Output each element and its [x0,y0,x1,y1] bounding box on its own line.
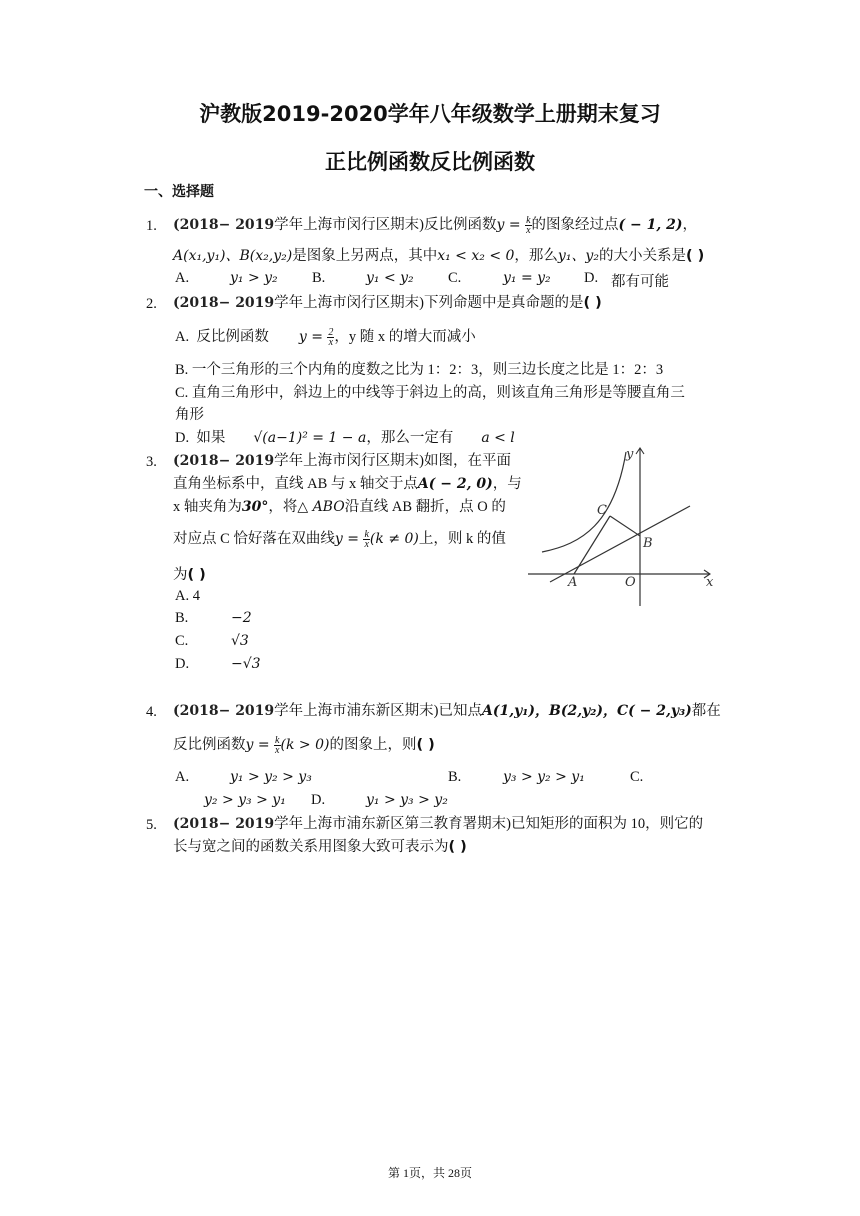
q1-option-a: y₁ > y₂ [230,270,278,286]
q3-option-a-label: A. [175,588,190,604]
q5-number: 5. [146,817,157,833]
q1-comma: ， [682,217,697,233]
q4-stem-a: )已知点 [433,703,483,719]
q4-option-a: y₁ > y₂ > y₃ [230,769,312,785]
q4-option-a-label: A. [175,769,190,785]
q5-stem-b: 长与宽之间的函数关系用图象大致可表示为 [173,839,449,855]
q3-option-b-label: B. [175,610,189,626]
q4-option-d: y₁ > y₃ > y₂ [366,792,448,808]
document-title-line1: 沪教版2019-2020学年八年级数学上册期末复习 [199,102,661,126]
q4-line2 [173,735,435,755]
hyperbola-curve [542,452,626,552]
figure-label-b: B [643,536,653,551]
q3-stem-f: 沿直线 AB 翻折，点 O 的 [344,499,506,515]
q3-angle: 30° [241,499,269,515]
q4-option-c-label: C. [630,769,644,785]
q5-source: 学年上海市浦东新区第三教育署期末 [274,816,507,832]
q1-line1 [173,215,697,235]
segment-cb [610,516,640,536]
q1-option-d-label: D. [584,270,599,286]
q4-option-b-label: B. [448,769,462,785]
q2-option-a-label: A. [175,329,190,345]
q1-y-values: y₁、y₂ [557,248,599,264]
q3-point-a: A( − 2, 0) [417,476,493,492]
q1-source: 学年上海市闵行区期末 [274,217,420,233]
figure-label-x: x [706,575,714,590]
q3-triangle: △ ABO [297,499,345,515]
q1-option-a-label: A. [175,270,190,286]
q4-answer-blank: ( ) [416,737,435,753]
line-ab [550,506,690,582]
q3-source: 学年上海市闵行区期末 [274,453,420,469]
q5-answer-blank: ( ) [448,839,467,855]
q3-option-a [175,588,200,605]
q1-option-c-label: C. [448,270,462,286]
q1-option-b-label: B. [312,270,326,286]
q3-line5 [173,565,206,585]
q1-frac-den: x [526,225,531,237]
document-title-line2: 正比例函数反比例函数 [325,150,535,174]
q3-line4 [173,529,506,549]
q4-option-d-label: D. [311,792,326,808]
q3-option-c: √3 [231,633,249,649]
q3-stem-d: x 轴夹角为 [173,499,242,515]
q1-stem-b: 的图象经过点 [531,217,619,233]
q2-option-d-math: √(a−1)² = 1 − a [253,430,367,446]
q1-condition: x₁ < x₂ < 0 [437,248,515,264]
q2-option-a [175,327,476,347]
figure-label-c: C [597,503,607,518]
q2-option-c: C. 直角三角形中，斜边上的中线等于斜边上的高，则该直角三角形是等腰直角三 [175,385,685,401]
q5-line1 [173,814,703,834]
figure-label-o: O [625,575,636,590]
q3-number: 3. [146,454,157,470]
q4-source-year: (2018− 2019 [173,703,275,719]
q1-stem-c: 是图象上另两点，其中 [292,248,438,264]
q3-line1 [173,451,511,471]
q2-option-d-text2: ，那么一定有 [366,430,454,446]
q4-frac-den: x [275,745,280,757]
q2-option-a-text: 反比例函数 [196,329,269,345]
q3-source-year: (2018− 2019 [173,453,275,469]
q2-answer-blank: ( ) [583,295,602,311]
q4-math-y: y = [245,737,275,753]
q3-math-y: y = [334,531,364,547]
q1-option-b: y₁ < y₂ [366,270,414,286]
q4-source: 学年上海市浦东新区期末 [274,703,434,719]
q3-stem-a: )如图，在平面 [419,453,511,469]
q2-frac-num: 2 [328,327,334,339]
q1-math-y: y = [496,217,526,233]
q2-option-d [175,428,515,448]
q1-points-ab: A(x₁,y₁)、B(x₂,y₂) [173,248,293,264]
q4-line1 [173,701,721,721]
q3-stem-h: 上，则 k 的值 [418,531,506,547]
q1-number: 1. [146,218,157,234]
section-heading: 一、选择题 [144,184,214,200]
q1-answer-blank: ( ) [685,248,705,264]
figure-label-a: A [568,575,578,590]
segment-ac [574,516,610,574]
q1-option-c: y₁ = y₂ [503,270,551,286]
q3-answer-blank: ( ) [187,567,206,583]
q3-coordinate-figure [522,444,718,610]
page-footer: 第 1页，共 28页 [387,1166,472,1180]
q2-source: 学年上海市闵行区期末 [274,295,420,311]
q2-stem: )下列命题中是真命题的是 [419,295,584,311]
q4-condition: (k > 0) [280,737,330,753]
q2-frac-den: x [328,337,334,349]
q3-stem-e: ，将 [268,499,298,515]
q4-number: 4. [146,704,157,720]
q2-option-c-cont: 角形 [175,407,204,423]
q2-option-b: B. 一个三角形的三个内角的度数之比为 1：2：3，则三边长度之比是 1：2：3 [175,362,664,378]
q3-option-c-label: C. [175,633,189,649]
q2-option-d-label: D. [175,430,190,446]
q2-option-a-math: y = [298,329,328,345]
q3-option-d: −√3 [231,656,261,672]
q4-stem-c: 反比例函数 [173,737,246,753]
q4-stem-d: 的图象上，则 [329,737,417,753]
q5-line2 [173,837,467,857]
q3-stem-g: 对应点 C 恰好落在双曲线 [173,531,335,547]
q4-stem-b: 都在 [691,703,721,719]
q1-point: ( − 1, 2) [618,217,683,233]
q3-option-b: −2 [231,610,252,626]
q4-frac-num: k [275,735,280,747]
q3-stem-i: 为 [173,567,188,583]
q2-option-d-math2: a < l [481,430,515,446]
q2-number: 2. [146,296,157,312]
q1-line2 [173,246,704,266]
q5-source-year: (2018− 2019 [173,816,275,832]
q3-frac-den: x [364,539,369,551]
q4-points: A(1,y₁)，B(2,y₂)，C( − 2,y₃) [482,703,692,719]
q3-line2 [173,474,522,494]
q3-frac-num: k [364,529,369,541]
q3-option-a-value: 4 [192,588,200,604]
q1-frac-num: k [526,215,531,227]
figure-label-y: y [626,447,634,462]
q3-stem-b: 直角坐标系中，直线 AB 与 x 轴交于点 [173,476,418,492]
q3-stem-c: ，与 [492,476,522,492]
q3-option-d-label: D. [175,656,190,672]
q2-option-a-tail: ，y 随 x 的增大而减小 [334,329,476,345]
q1-stem-a: )反比例函数 [419,217,497,233]
q2-source-year: (2018− 2019 [173,295,275,311]
q4-option-b: y₃ > y₂ > y₁ [503,769,585,785]
q3-condition: (k ≠ 0) [369,531,419,547]
q4-option-c: y₂ > y₃ > y₁ [204,792,286,808]
q2-option-d-text: 如果 [196,430,226,446]
q2-line1 [173,293,602,313]
q5-stem-a: )已知矩形的面积为 10，则它的 [506,816,704,832]
q3-line3 [173,497,506,517]
q1-stem-e: 的大小关系是 [598,248,686,264]
q1-option-d: 都有可能 [611,274,669,290]
q1-stem-d: ，那么 [514,248,558,264]
q1-source-year: (2018− 2019 [173,217,275,233]
